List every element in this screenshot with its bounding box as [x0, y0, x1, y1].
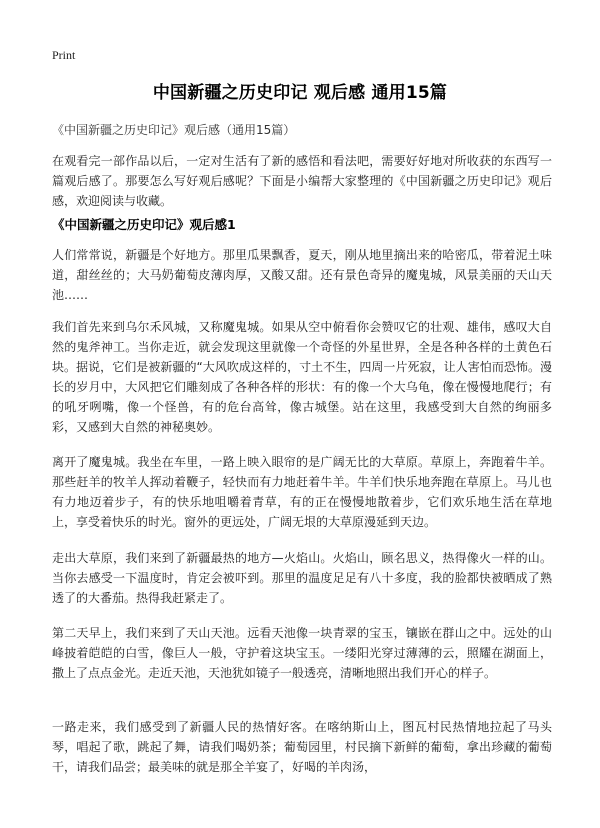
page-title: 中国新疆之历史印记 观后感 通用15篇	[152, 83, 448, 103]
body-paragraph-5: 第二天早上，我们来到了天山天池。远看天池像一块青翠的宝玉，镶嵌在群山之中。远处的山峰披着皑皑的白雪，像巨人一般，守护着这块宝玉。一缕阳光穿过薄薄的云，照耀在湖面上，撒上了点点金光。走近天池，天池犹如镜子一般透亮，清晰地照出我们开心的样子。	[52, 626, 552, 680]
body-paragraph-2: 我们首先来到乌尔禾风城，又称魔鬼城。如果从空中俯看你会赞叹它的壮观、雄伟，感叹大自然的鬼斧神工。当你走近，就会发现这里就像一个奇怪的外星世界，全是各种各样的土黄色石块。据说，它们是被新疆的“大风吹成这样的，寸土不生，四周一片死寂，让人害怕而恐怖。漫长的岁月中，大风把它们雕刻成了各种各样的形状：有的像一个大乌龟，像在慢慢地爬行；有的吼牙咧嘴，像一个怪兽，有的危台高耸，像古城堡。站在这里，我感受到大自然的绚丽多彩，又感到大自然的神秘奥妙。	[52, 320, 552, 434]
body-paragraph-1: 人们常常说，新疆是个好地方。那里瓜果飘香，夏天，刚从地里摘出来的哈密瓜，带着泥土味道，甜丝丝的；大马奶葡萄皮薄肉厚，又酸又甜。还有景色奇异的魔鬼城，风景美丽的天山天池……	[52, 248, 552, 302]
page-subtitle: 《中国新疆之历史印记》观后感（通用15篇）	[52, 123, 296, 137]
body-paragraph-4: 走出大草原，我们来到了新疆最热的地方—火焰山。火焰山，顾名思义，热得像火一样的山。当你去感受一下温度时，肯定会被吓到。那里的温度足足有八十多度，我的脸都快被晒成了熟透了的大番茄。热得我赶紧走了。	[52, 551, 552, 605]
intro-paragraph: 在观看完一部作品以后，一定对生活有了新的感悟和看法吧，需要好好地对所收获的东西写一篇观后感了。那要怎么写好观后感呢？下面是小编帮大家整理的《中国新疆之历史印记》观后感，欢迎阅读与收藏。	[52, 154, 552, 208]
section-heading: 《中国新疆之历史印记》观后感1	[52, 217, 236, 232]
body-paragraph-6: 一路走来，我们感受到了新疆人民的热情好客。在喀纳斯山上，图瓦村民热情地拉起了马头琴，唱起了歌，跳起了舞，请我们喝奶茶；葡萄园里，村民摘下新鲜的葡萄，拿出珍藏的葡萄干，请我们品尝；最美味的就是那全羊宴了，好喝的羊肉汤，	[52, 720, 552, 774]
print-link[interactable]: Print	[52, 48, 76, 62]
body-paragraph-3: 离开了魔鬼城。我坐在车里，一路上映入眼帘的是广阔无比的大草原。草原上，奔跑着牛羊。那些赶羊的牧羊人挥动着鞭子，轻快而有力地赶着牛羊。牛羊们快乐地奔跑在草原上。马儿也有力地迈着步子，有的快乐地咀嚼着青草，有的正在慢慢地散着步，它们欢乐地生活在草地上，享受着快乐的时光。窗外的更远处，广阔无垠的大草原漫延到天边。	[52, 455, 552, 529]
